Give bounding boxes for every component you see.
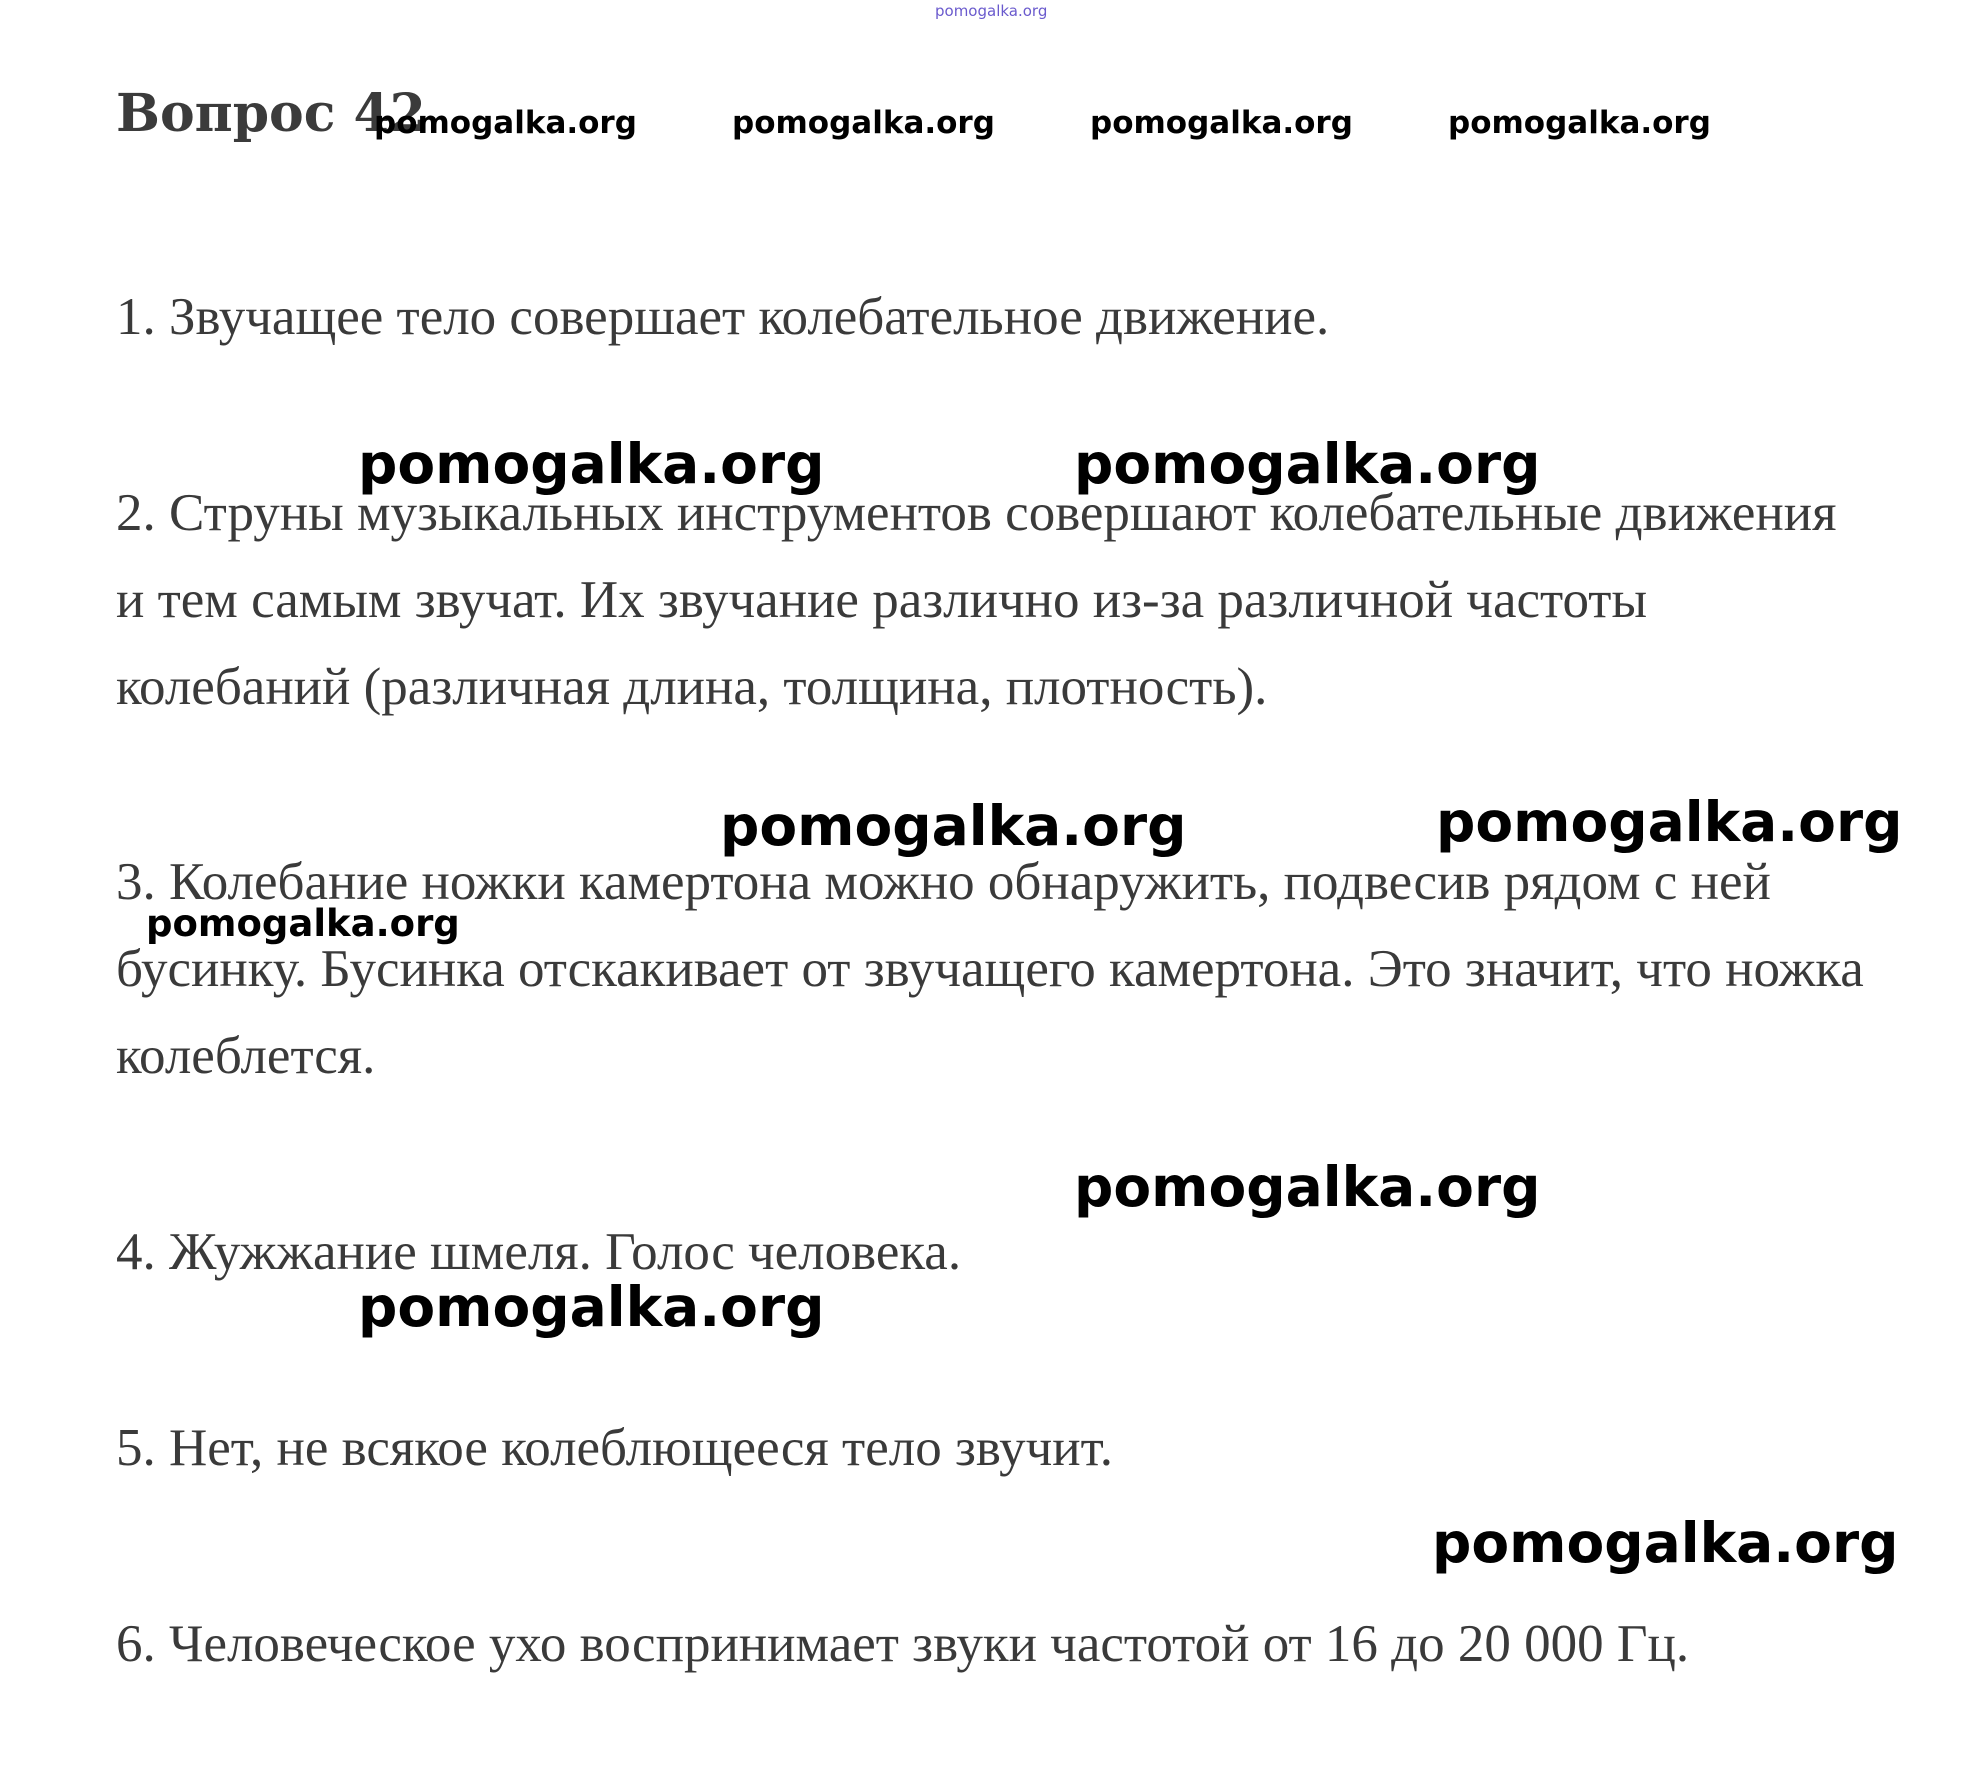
watermark: pomogalka.org xyxy=(1448,105,1711,141)
watermark: pomogalka.org xyxy=(1436,790,1903,854)
answer-5: 5. Нет, не всякое колеблющееся тело звучит. xyxy=(116,1419,1114,1477)
watermark: pomogalka.org xyxy=(374,105,637,141)
answer-1: 1. Звучащее тело совершает колебательное движение. xyxy=(116,288,1330,346)
answer-4: 4. Жужжание шмеля. Голос человека. xyxy=(116,1223,962,1281)
watermark: pomogalka.org xyxy=(358,1275,825,1339)
watermark: pomogalka.org xyxy=(732,105,995,141)
watermark: pomogalka.org xyxy=(1074,1155,1541,1219)
watermark: pomogalka.org xyxy=(1074,432,1541,496)
answer-6: 6. Человеческое ухо воспринимает звуки частотой от 16 до 20 000 Гц. xyxy=(116,1615,1690,1673)
top-watermark: pomogalka.org xyxy=(935,2,1048,20)
page-title: Вопрос 42 xyxy=(116,83,426,144)
answer-3: 3. Колебание ножки камертона можно обнаружить, подвесив рядом с ней бусинку. Бусинка отскакивает от звучащего камертона. Это значит, что ножка колеблется. xyxy=(116,853,1864,1085)
answer-2: 2. Струны музыкальных инструментов совершают колебательные движения и тем самым звучат. Их звучание различно из-за различной частоты колебаний (различная длина, толщина, плотность). xyxy=(116,484,1837,716)
watermark: pomogalka.org xyxy=(1432,1511,1899,1575)
watermark: pomogalka.org xyxy=(358,432,825,496)
watermark: pomogalka.org xyxy=(146,902,460,945)
watermark: pomogalka.org xyxy=(1090,105,1353,141)
watermark: pomogalka.org xyxy=(720,794,1187,858)
